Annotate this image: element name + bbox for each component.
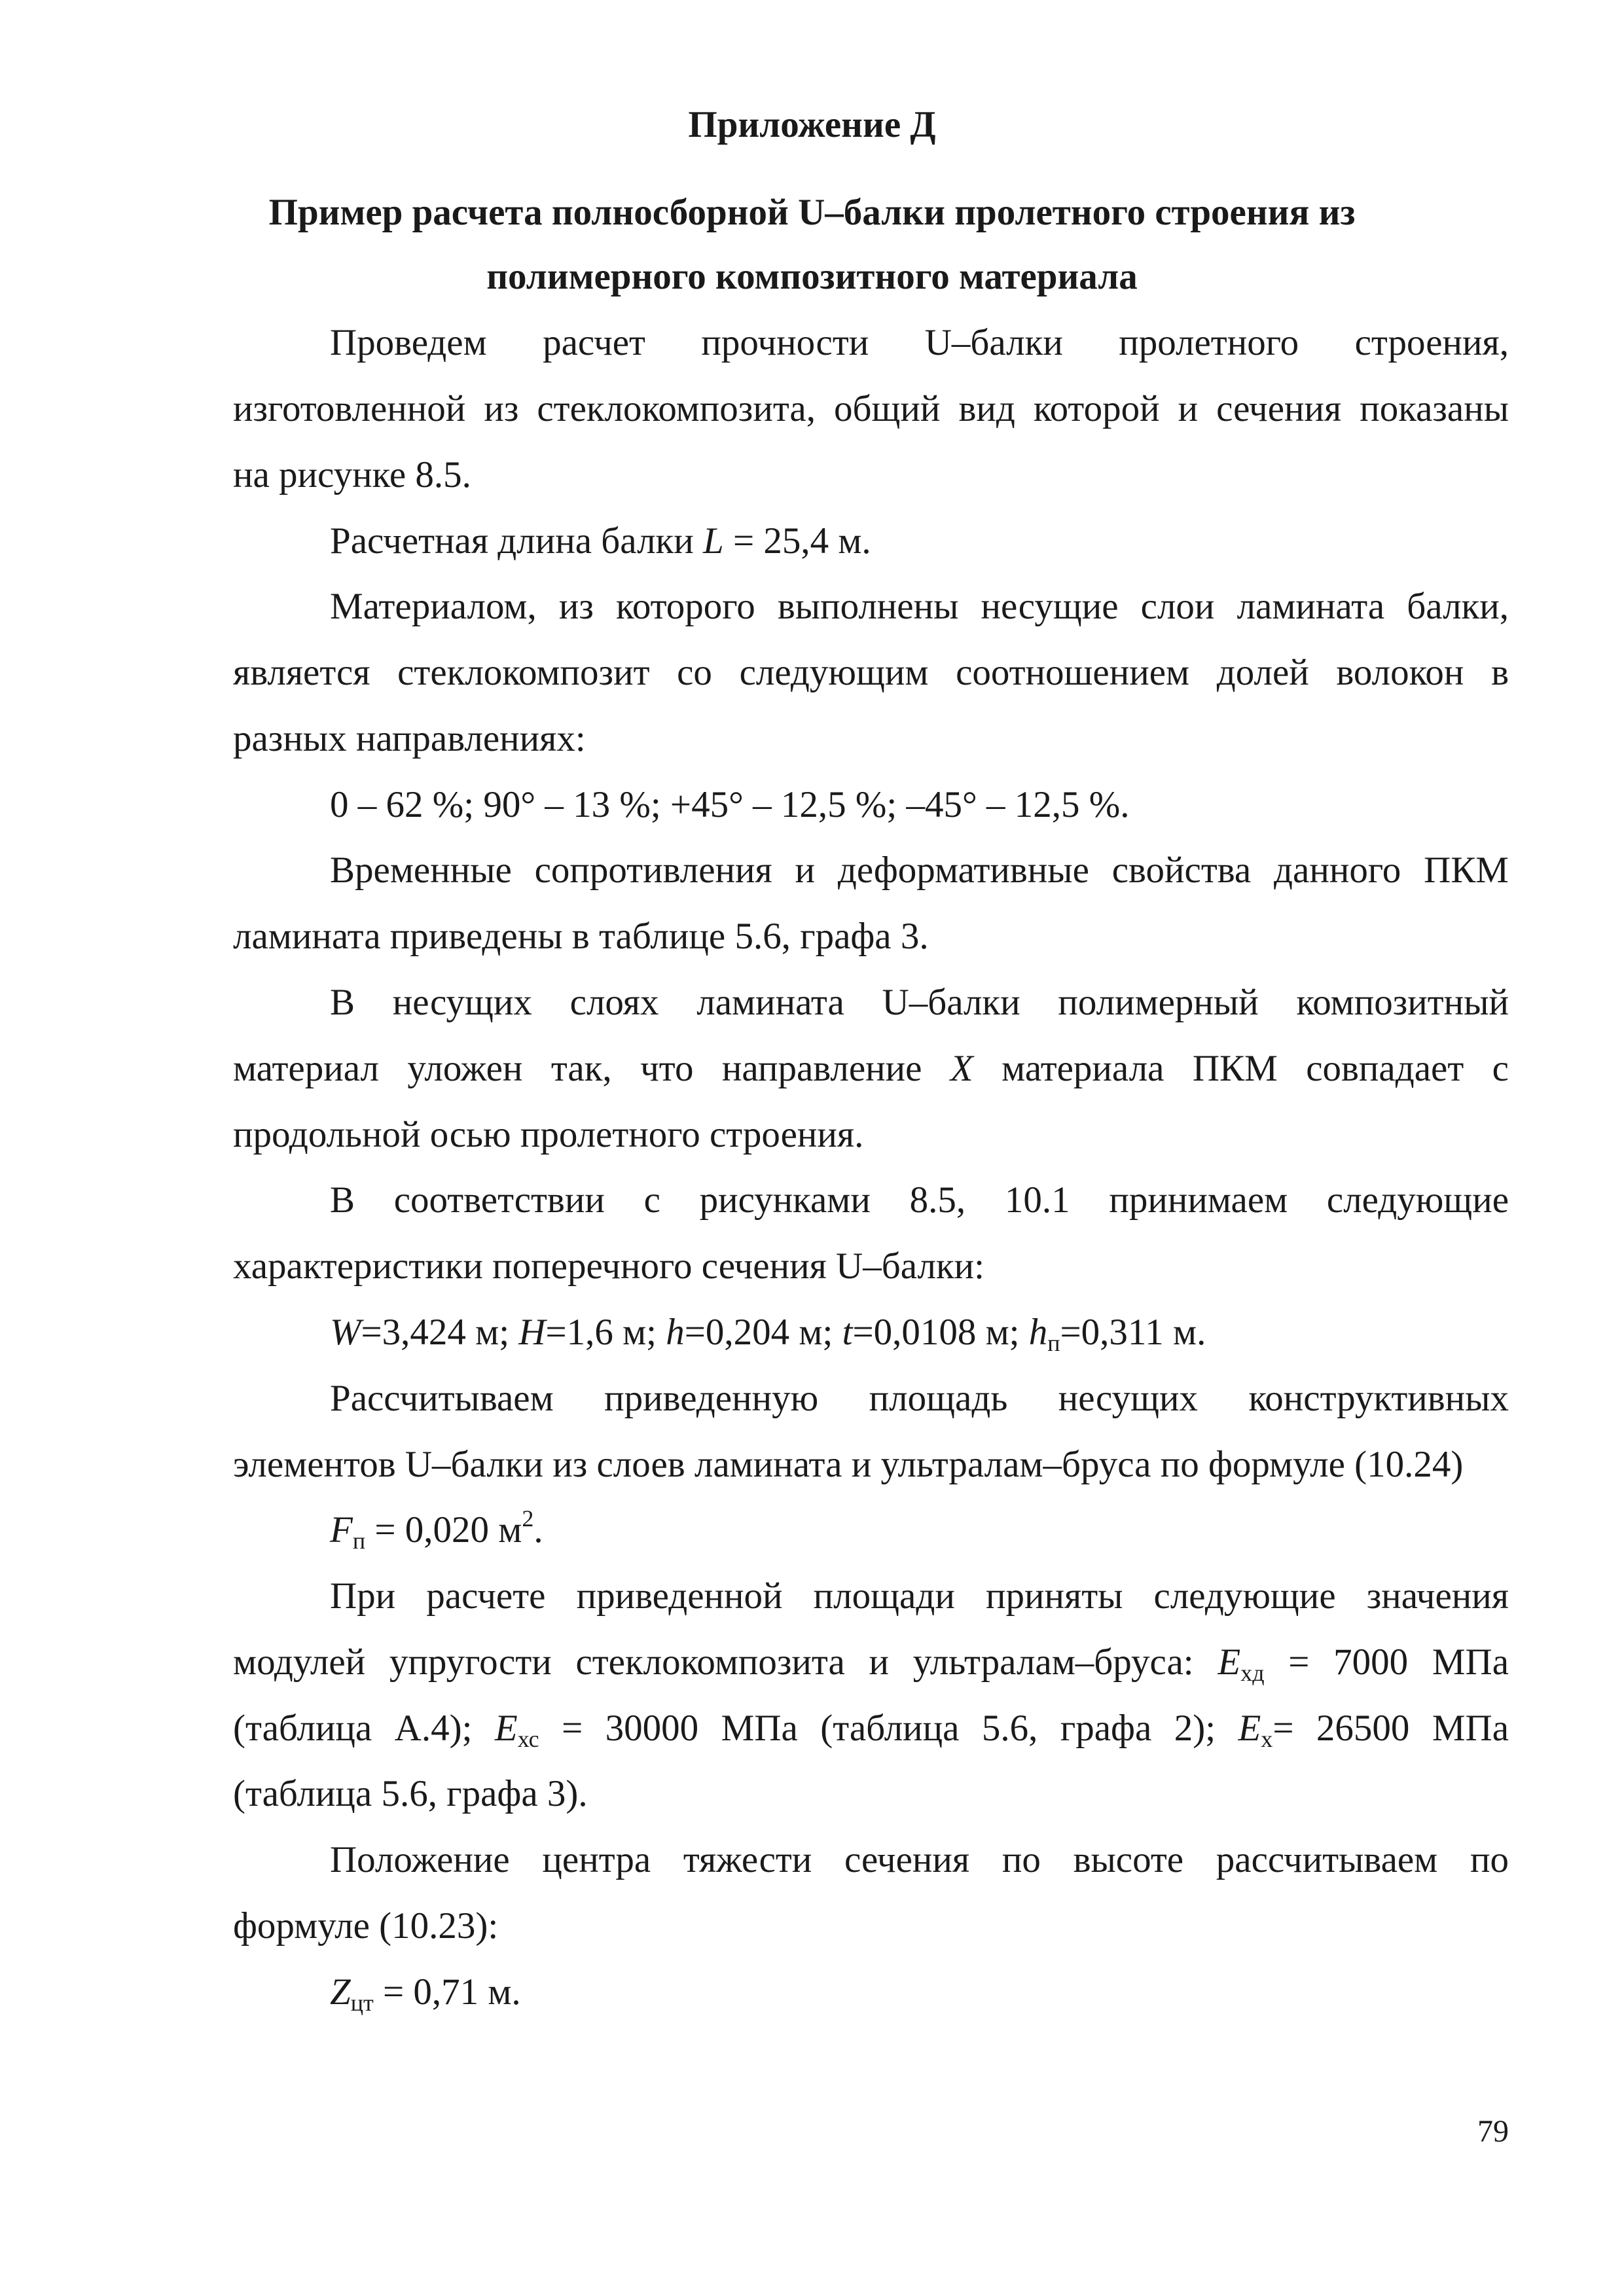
paragraph-line: изготовленной из стеклокомпозита, общий вид которой и сечения показаны: [233, 388, 1509, 429]
subscript: п: [352, 1528, 366, 1554]
text: =0,311 м.: [1060, 1312, 1206, 1353]
title-line-2: полимерного композитного материала: [486, 256, 1138, 297]
paragraph-line: является стеклокомпозит со следующим соотношением долей волокон в: [233, 652, 1509, 693]
text: = 0,71 м.: [373, 1971, 521, 2013]
variable: h: [1028, 1312, 1048, 1353]
variable: F: [330, 1509, 353, 1551]
superscript: 2: [522, 1505, 534, 1532]
variable: E: [1218, 1641, 1241, 1683]
variable: W: [330, 1312, 361, 1353]
paragraph-line: Материалом, из которого выполнены несущие слои ламината балки,: [330, 586, 1509, 627]
paragraph-line: В несущих слоях ламината U–балки полимерный композитный: [330, 982, 1509, 1023]
subscript: хд: [1240, 1660, 1265, 1686]
text: =0,0108 м;: [852, 1312, 1029, 1353]
variable: Z: [330, 1971, 351, 2013]
paragraph-line: Проведем расчет прочности U–балки пролетного строения,: [330, 322, 1509, 363]
paragraph-line: на рисунке 8.5.: [233, 454, 471, 495]
text: Расчетная длина балки: [330, 520, 703, 562]
paragraph-line: В соответствии с рисунками 8.5, 10.1 принимаем следующие: [330, 1179, 1509, 1221]
variable: h: [666, 1312, 685, 1353]
paragraph-line: При расчете приведенной площади приняты следующие значения: [330, 1575, 1509, 1617]
paragraph-line: продольной осью пролетного строения.: [233, 1114, 864, 1155]
paragraph-line: характеристики поперечного сечения U–балки:: [233, 1246, 984, 1287]
paragraph-line: формуле (10.23):: [233, 1905, 499, 1946]
text: = 0,020 м: [365, 1509, 522, 1551]
text: = 26500 МПа: [1272, 1708, 1509, 1749]
paragraph-line: Временные сопротивления и деформативные свойства данного ПКМ: [330, 850, 1509, 891]
text: материала ПКМ совпадает с: [973, 1048, 1509, 1089]
text: = 30000 МПа (таблица 5.6, графа 2);: [539, 1708, 1238, 1749]
subscript: хс: [517, 1726, 539, 1752]
paragraph-line: (таблица 5.6, графа 3).: [233, 1773, 588, 1814]
text: =0,204 м;: [684, 1312, 842, 1353]
paragraph-line: [233, 1050, 1509, 1087]
title-line-1: Пример расчета полносборной U–балки пролетного строения из: [268, 192, 1356, 233]
text: =3,424 м;: [361, 1312, 519, 1353]
formula-centroid: [330, 1971, 521, 2016]
variable: L: [703, 520, 724, 562]
subscript: цт: [350, 1990, 374, 2016]
paragraph-line: [330, 522, 871, 560]
text: материал уложен так, что направление: [233, 1048, 950, 1089]
paragraph-line: [233, 1708, 1509, 1752]
text: = 25,4 м.: [723, 520, 871, 562]
paragraph-line: элементов U–балки из слоев ламината и ультралам–бруса по формуле (10.24): [233, 1444, 1464, 1485]
variable: t: [842, 1312, 853, 1353]
paragraph-line: Рассчитываем приведенную площадь несущих конструктивных: [330, 1378, 1509, 1419]
variable: X: [950, 1048, 973, 1089]
variable: H: [518, 1312, 546, 1353]
paragraph-line: разных направлениях:: [233, 718, 586, 759]
text: = 7000 МПа: [1264, 1641, 1509, 1683]
variable: E: [1238, 1708, 1261, 1749]
text: =1,6 м;: [545, 1312, 666, 1353]
text: .: [533, 1509, 543, 1551]
variable: E: [494, 1708, 518, 1749]
formula-area: [330, 1505, 543, 1554]
subscript: х: [1261, 1726, 1273, 1752]
paragraph-line: [233, 1641, 1509, 1686]
subscript: п: [1047, 1330, 1060, 1356]
paragraph-line: 0 – 62 %; 90° – 13 %; +45° – 12,5 %; –45° – 12,5 %.: [330, 784, 1130, 825]
appendix-heading: Приложение Д: [688, 104, 936, 145]
text: (таблица А.4);: [233, 1708, 495, 1749]
section-parameters: [330, 1312, 1206, 1356]
text: модулей упругости стеклокомпозита и ультралам–бруса:: [233, 1641, 1218, 1683]
page-number: 79: [1477, 2114, 1509, 2149]
paragraph-line: Положение центра тяжести сечения по высоте рассчитываем по: [330, 1839, 1509, 1880]
paragraph-line: ламината приведены в таблице 5.6, графа 3.: [233, 916, 929, 957]
